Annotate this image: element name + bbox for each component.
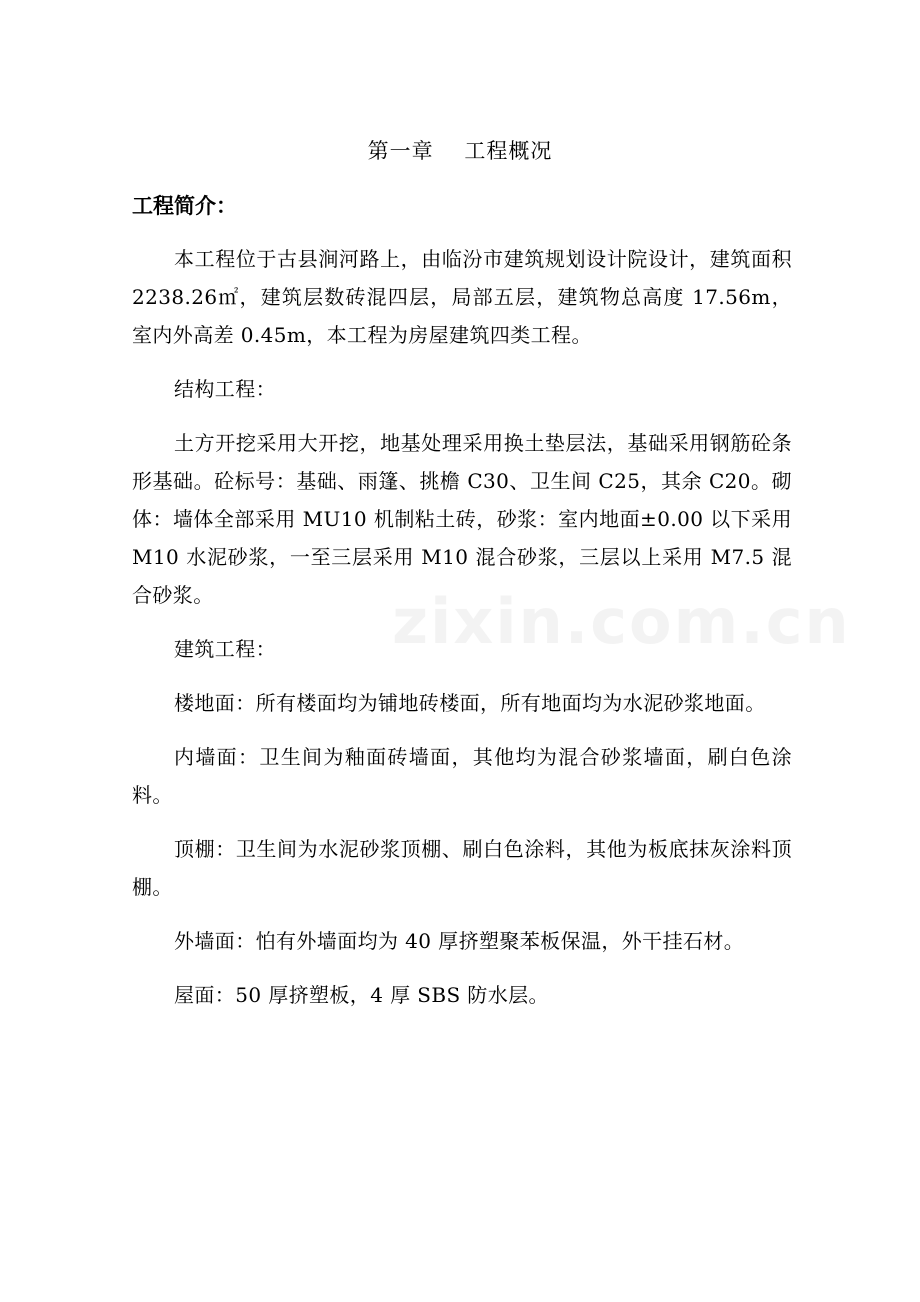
paragraph-architecture-heading: 建筑工程： <box>174 637 276 661</box>
paragraph-roof: 屋面：50 厚挤塑板，4 厚 SBS 防水层。 <box>174 983 549 1007</box>
body-text <box>132 240 792 1030</box>
paragraph-interior-wall: 内墙面：卫生间为釉面砖墙面，其他均为混合砂浆墙面，刷白色涂料。 <box>132 745 792 807</box>
paragraph-floor: 楼地面：所有楼面均为铺地砖楼面，所有地面均为水泥砂浆地面。 <box>174 691 766 715</box>
watermark: zixin.com.cn <box>392 585 851 658</box>
paragraph-ceiling: 顶棚：卫生间为水泥砂浆顶棚、刷白色涂料，其他为板底抹灰涂料顶棚。 <box>132 837 792 899</box>
paragraph-structure-detail: 土方开挖采用大开挖，地基处理采用换土垫层法，基础采用钢筋砼条形基础。砼标号：基础、雨篷、挑檐 C30、卫生间 C25，其余 C20。砌体：墙体全部采用 MU10 机制粘土砖，砂浆：室内地面±0.00 以下采用 M10 水泥砂浆，一至三层采用 M10 混合砂浆，三层以上采用 M7.5 混合砂浆。 <box>132 431 792 607</box>
section-heading: 工程简介： <box>132 194 237 218</box>
chapter-title: 第一章 工程概况 <box>367 139 553 163</box>
paragraph-structure-heading: 结构工程： <box>174 377 276 401</box>
paragraph-overview: 本工程位于古县涧河路上，由临汾市建筑规划设计院设计，建筑面积 2238.26㎡，建筑层数砖混四层，局部五层，建筑物总高度 17.56m，室内外高差 0.45m，本工程为房屋建筑四类工程。 <box>132 247 792 347</box>
paragraph-exterior-wall: 外墙面：怕有外墙面均为 40 厚挤塑聚苯板保温，外干挂石材。 <box>174 929 745 953</box>
